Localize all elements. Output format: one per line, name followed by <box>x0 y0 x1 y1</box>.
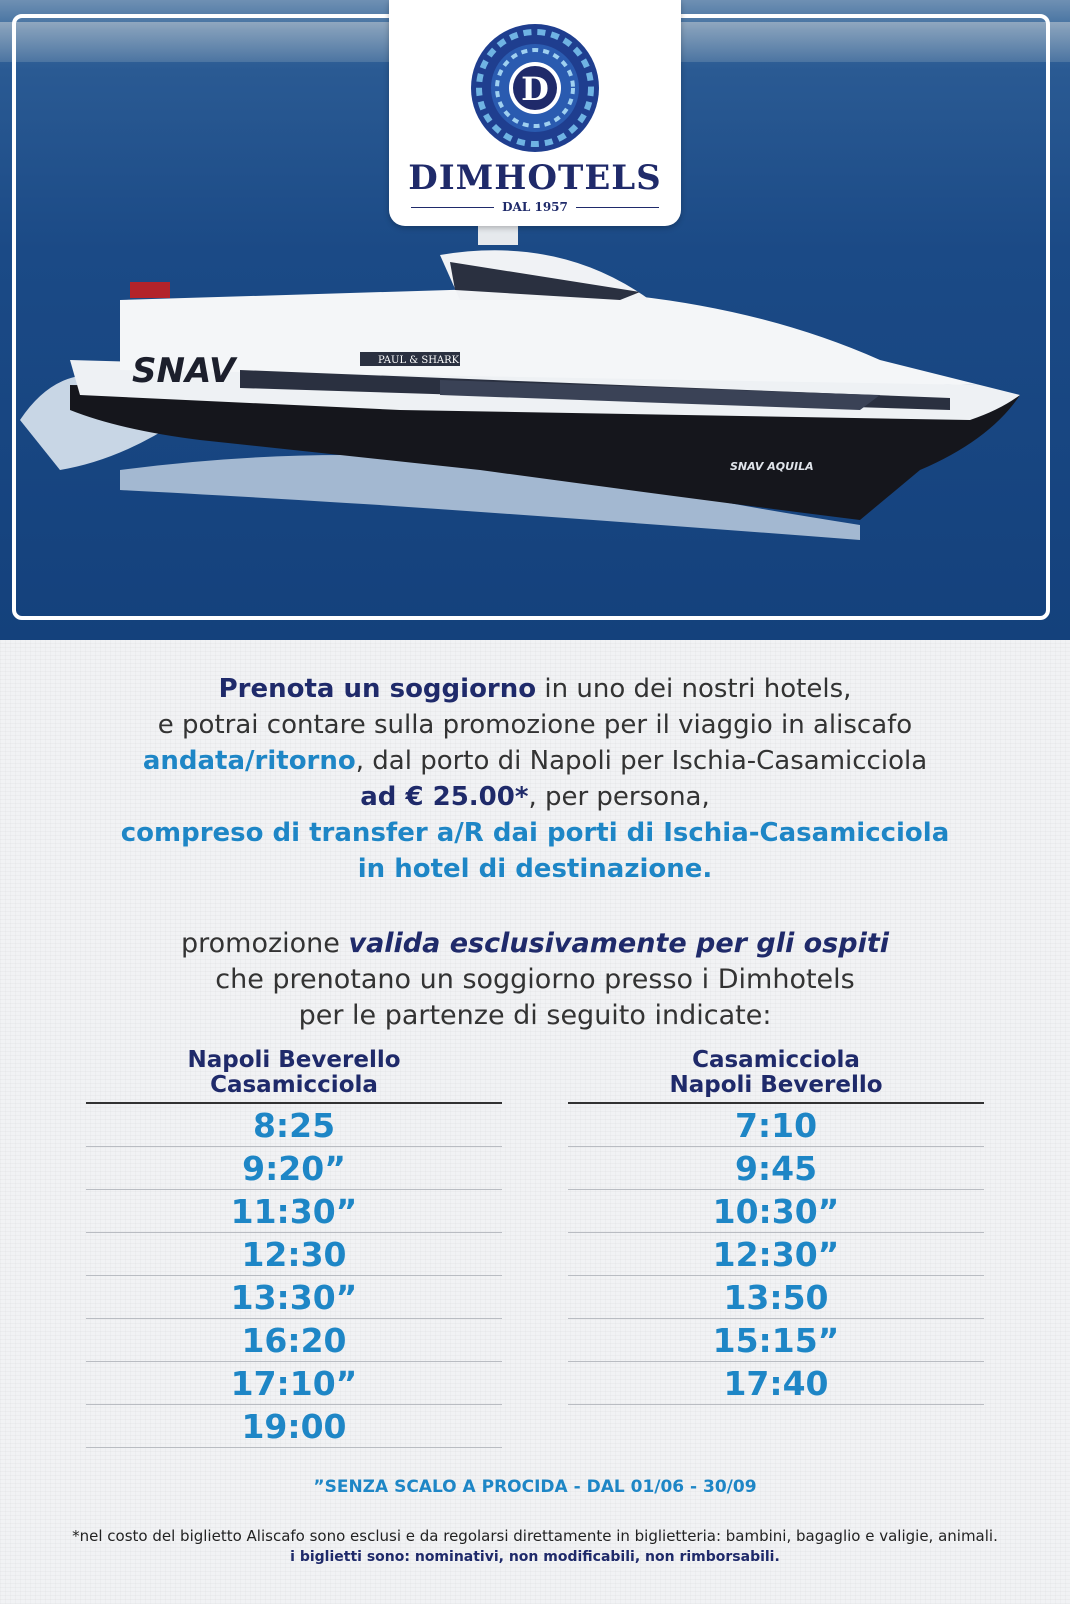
promo-line6: in hotel di destinazione. <box>357 854 713 884</box>
validity-text <box>0 926 1070 1034</box>
departure-time: 19:00 <box>86 1405 502 1448</box>
schedule-return <box>568 1048 984 1405</box>
validity-line3: per le partenze di seguito indicate: <box>298 1000 772 1031</box>
promo-line3-rest: , dal porto di Napoli per Ischia-Casamicciola <box>355 746 928 776</box>
ferry-plate-text: PAUL & SHARK <box>378 355 460 366</box>
promo-line4-rest: , per persona, <box>528 782 710 812</box>
departure-time: 9:45 <box>568 1147 984 1190</box>
departure-time: 7:10 <box>568 1104 984 1147</box>
logo-letter: D <box>521 70 549 108</box>
validity-line1-bold: valida esclusivamente per gli ospiti <box>348 928 889 959</box>
departure-time: 17:10” <box>86 1362 502 1405</box>
logo-since <box>411 198 659 216</box>
departure-time: 8:25 <box>86 1104 502 1147</box>
departure-time: 13:30” <box>86 1276 502 1319</box>
schedule-outbound <box>86 1048 502 1448</box>
footer-ticket-terms: i biglietti sono: nominativi, non modificabili, non rimborsabili. <box>290 1549 780 1565</box>
schedule-return-header <box>568 1048 984 1102</box>
logo-emblem-icon <box>469 22 601 154</box>
schedule-outbound-header <box>86 1048 502 1102</box>
departure-time: 12:30 <box>86 1233 502 1276</box>
departure-time: 11:30” <box>86 1190 502 1233</box>
departure-time: 15:15” <box>568 1319 984 1362</box>
departure-time: 12:30” <box>568 1233 984 1276</box>
departure-time: 17:40 <box>568 1362 984 1405</box>
promo-text <box>0 671 1070 887</box>
validity-line1-pre: promozione <box>180 928 349 959</box>
departure-time: 13:50 <box>568 1276 984 1319</box>
schedule-return-from: Casamicciola <box>692 1047 860 1073</box>
promo-price: ad € 25.00* <box>360 782 529 812</box>
logo <box>389 0 681 226</box>
logo-name: DIMHOTELS <box>408 158 662 198</box>
promo-line1-rest: in uno dei nostri hotels, <box>536 674 852 704</box>
promo-line2: e potrai contare sulla promozione per il viaggio in aliscafo <box>157 710 913 740</box>
schedule-note: ”SENZA SCALO A PROCIDA - DAL 01/06 - 30/09 <box>313 1477 757 1497</box>
departure-time: 9:20” <box>86 1147 502 1190</box>
promo-line3-bold: andata/ritorno <box>142 746 356 776</box>
ferry-hull-text: SNAV AQUILA <box>730 460 814 473</box>
schedule-outbound-from: Napoli Beverello <box>187 1047 401 1073</box>
validity-line2: che prenotano un soggiorno presso i Dimhotels <box>215 964 855 995</box>
departure-time: 10:30” <box>568 1190 984 1233</box>
promo-line5: compreso di transfer a/R dai porti di Ischia-Casamicciola <box>120 818 950 848</box>
ferry-side-text: SNAV <box>132 351 236 391</box>
schedule-outbound-to: Casamicciola <box>210 1072 378 1098</box>
footer-disclaimer: *nel costo del biglietto Aliscafo sono esclusi e da regolarsi direttamente in biglietteria: bambini, bagaglio e valigie, animali. <box>72 1527 998 1545</box>
departure-time: 16:20 <box>86 1319 502 1362</box>
logo-since-text: DAL 1957 <box>502 200 568 214</box>
promo-line1-bold: Prenota un soggiorno <box>218 674 537 704</box>
schedule-return-to: Napoli Beverello <box>669 1072 883 1098</box>
